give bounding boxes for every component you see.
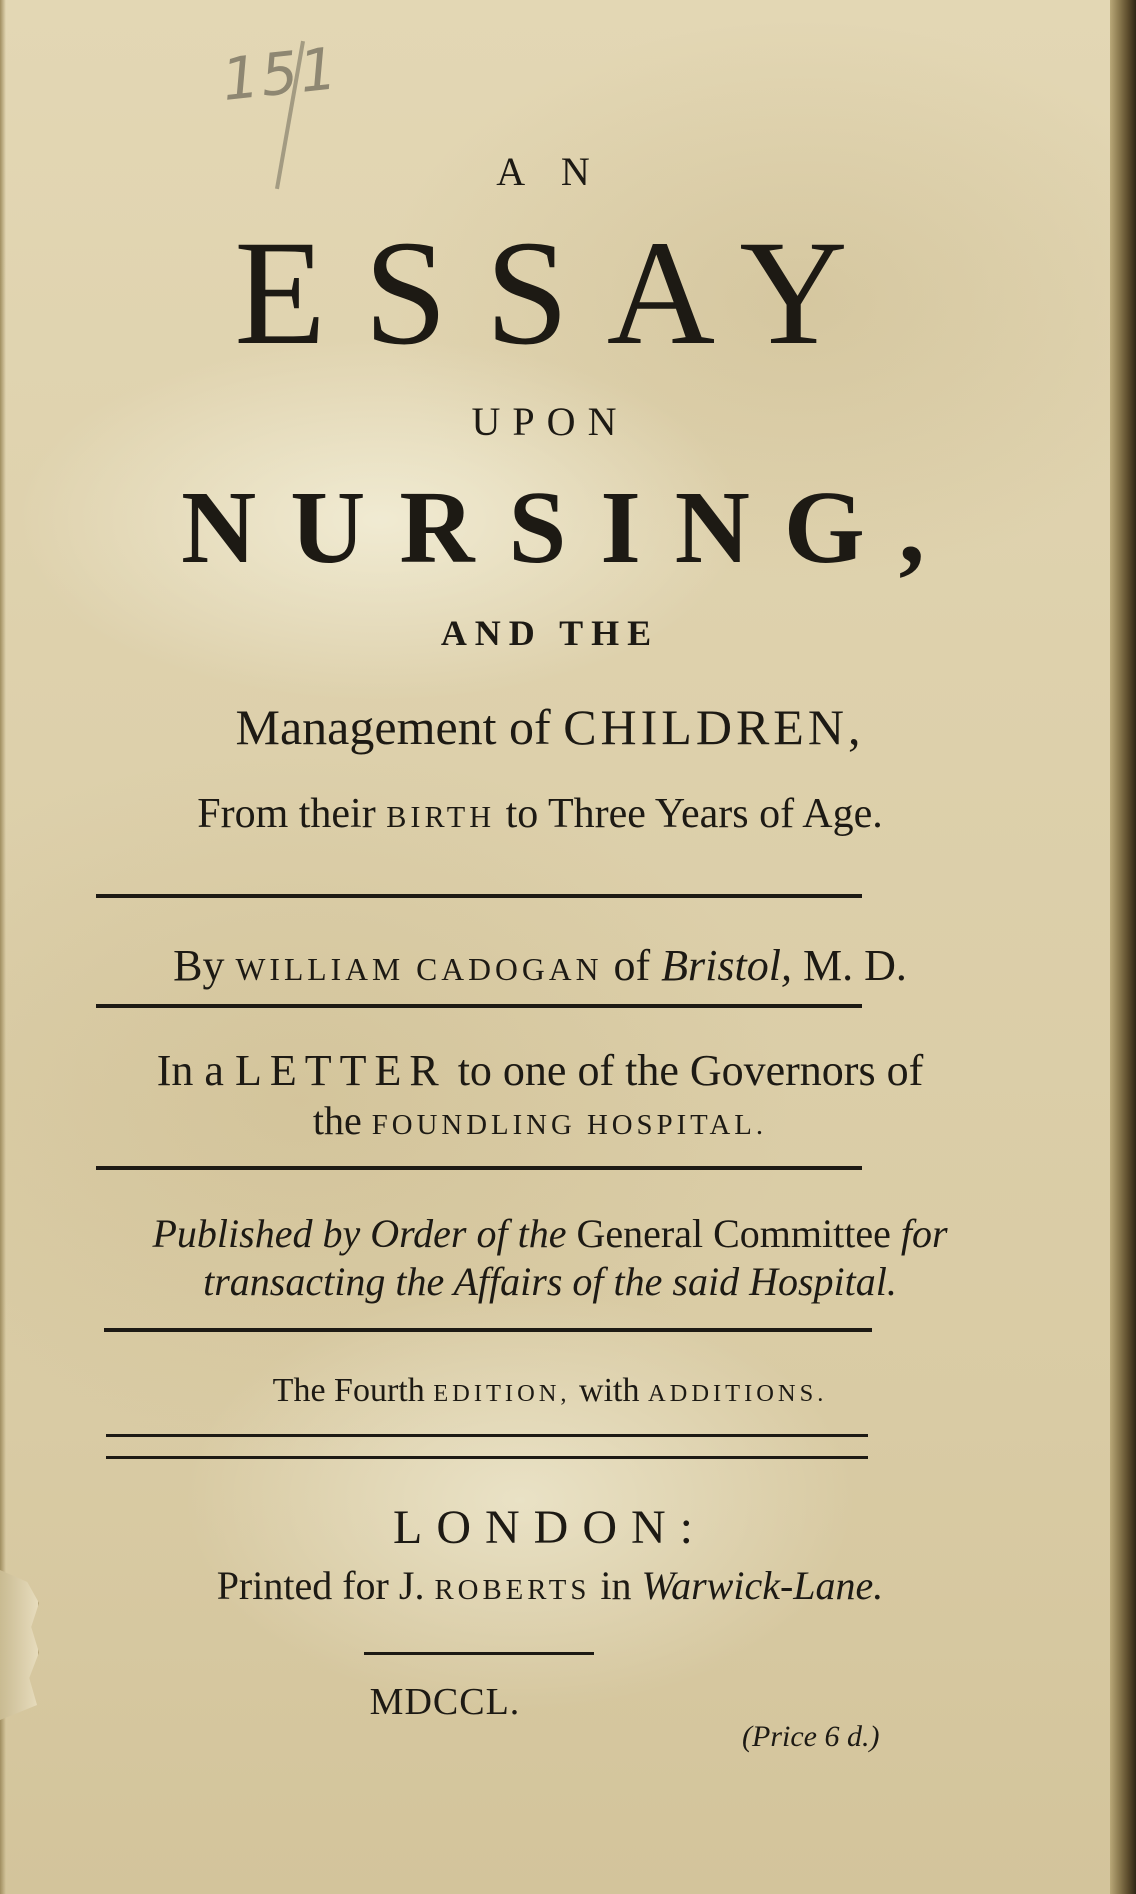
letter-word: LETTER bbox=[234, 1046, 447, 1095]
imprint-printer bbox=[20, 1562, 1080, 1609]
subtitle-children: CHILDREN, bbox=[563, 699, 865, 755]
double-rule-top bbox=[106, 1434, 868, 1437]
edition-additions: ADDITIONS. bbox=[648, 1380, 828, 1407]
title-an: A N bbox=[496, 149, 604, 194]
printer-name: ROBERTS bbox=[434, 1574, 591, 1606]
edition-with: with bbox=[570, 1372, 648, 1409]
printer-in: in bbox=[590, 1563, 642, 1608]
published-affairs: transacting the Affairs of the said Hospital. bbox=[203, 1259, 897, 1304]
price-note: (Price 6 d.) bbox=[742, 1720, 880, 1753]
title-upon: UPON bbox=[471, 399, 629, 444]
imprint-date: MDCCL. bbox=[369, 1681, 521, 1723]
printer-location: Warwick-Lane. bbox=[641, 1563, 884, 1608]
title-essay: ESSAY bbox=[234, 210, 886, 376]
age-range-text-1: From their bbox=[197, 791, 387, 837]
edition-fourth: The Fourth bbox=[272, 1372, 434, 1409]
rule-1 bbox=[96, 894, 862, 898]
subtitle-age-range bbox=[10, 790, 1070, 838]
published-line-1 bbox=[20, 1210, 1080, 1257]
author-of: of bbox=[602, 941, 662, 990]
letter-line-1 bbox=[10, 1045, 1070, 1096]
author-by: By bbox=[173, 941, 236, 990]
published-line-2 bbox=[20, 1258, 1080, 1305]
edition-line bbox=[20, 1372, 1080, 1410]
printer-text: Printed for J. bbox=[216, 1563, 435, 1608]
age-range-birth: BIRTH bbox=[386, 800, 496, 834]
page-right-edge bbox=[1110, 0, 1136, 1894]
published-order: Published by Order of the bbox=[152, 1211, 577, 1256]
edition-word: EDITION, bbox=[433, 1380, 571, 1407]
age-range-text-2: to Three Years of Age. bbox=[495, 791, 883, 837]
imprint-city: LONDON: bbox=[393, 1501, 707, 1554]
double-rule-bottom bbox=[106, 1456, 868, 1459]
author-city: Bristol, bbox=[661, 941, 792, 990]
letter-hospital: FOUNDLING HOSPITAL. bbox=[371, 1109, 768, 1141]
rule-2 bbox=[96, 1004, 862, 1008]
subtitle-management bbox=[20, 698, 1080, 756]
published-for: for bbox=[890, 1211, 948, 1256]
published-committee: General Committee bbox=[576, 1211, 891, 1256]
title-and-the: AND THE bbox=[440, 613, 660, 653]
subtitle-management-text: Management of bbox=[235, 699, 564, 755]
author-line bbox=[10, 940, 1070, 991]
rule-3 bbox=[96, 1166, 862, 1170]
letter-the: the bbox=[312, 1098, 372, 1143]
letter-line-2 bbox=[10, 1097, 1070, 1144]
rule-short bbox=[364, 1652, 594, 1655]
author-degree: M. D. bbox=[791, 941, 907, 990]
author-name: WILLIAM CADOGAN bbox=[235, 952, 603, 987]
rule-4 bbox=[104, 1328, 872, 1332]
title-nursing: NURSING, bbox=[181, 470, 959, 585]
letter-in-a: In a bbox=[156, 1046, 235, 1095]
pencil-annotation: 151 bbox=[218, 34, 342, 114]
letter-governors: to one of the Governors of bbox=[446, 1046, 924, 1095]
